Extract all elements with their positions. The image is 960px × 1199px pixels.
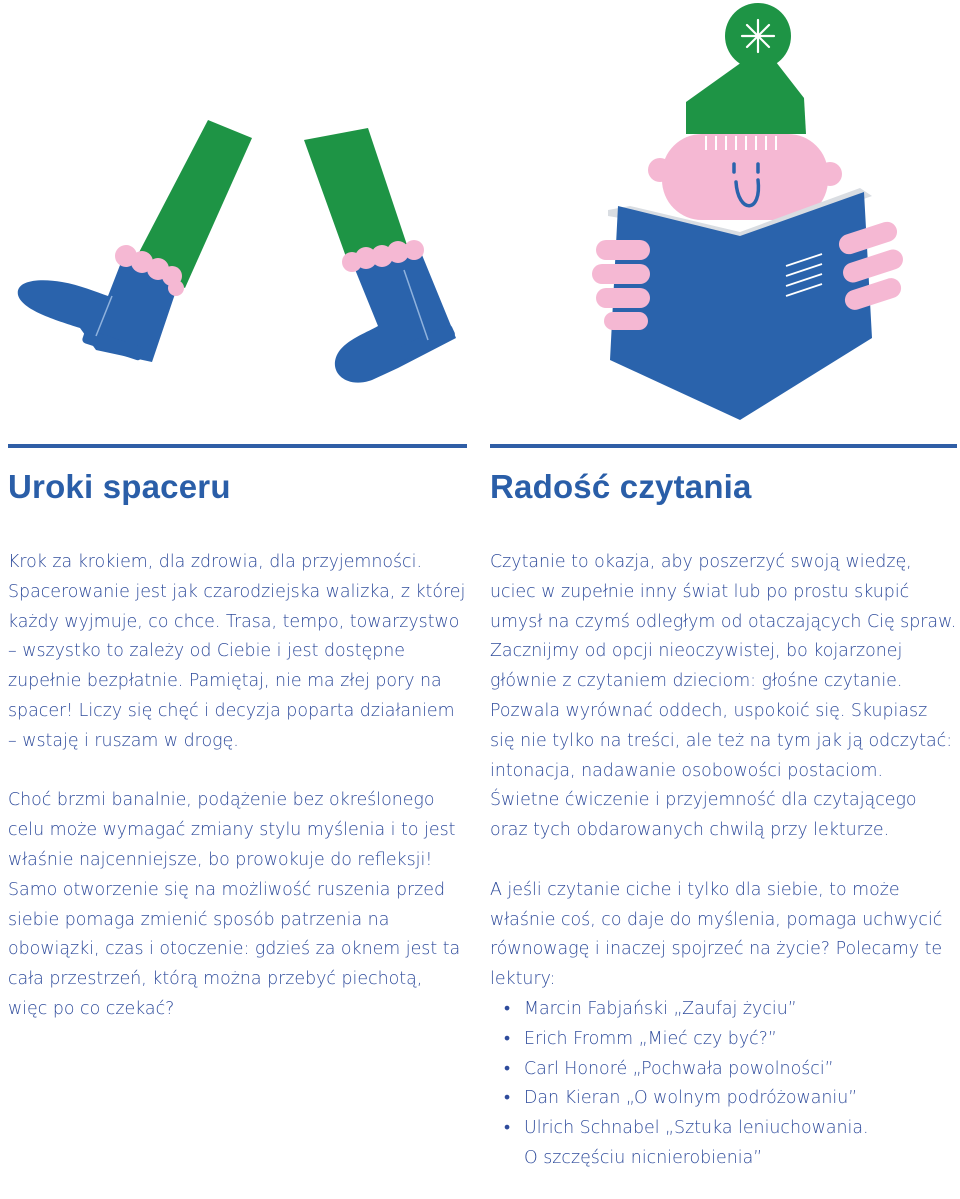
right-heading: Radość czytania bbox=[490, 468, 752, 505]
list-item: • Marcin Fabjański „Zaufaj życiu” bbox=[490, 995, 957, 1025]
left-divider bbox=[8, 444, 467, 448]
bullet-icon: • bbox=[504, 1028, 511, 1049]
hat-pompom bbox=[725, 3, 791, 69]
list-item: • Dan Kieran „O wolnym podróżowaniu” bbox=[490, 1084, 957, 1114]
bullet-icon: • bbox=[504, 1058, 511, 1079]
green-hat bbox=[686, 62, 806, 134]
left-heading: Uroki spaceru bbox=[8, 468, 231, 505]
reading-figure-illustration bbox=[590, 0, 910, 425]
list-item: • Ulrich Schnabel „Sztuka leniuchowania. O szczęściu nicnierobienia” bbox=[490, 1114, 957, 1174]
right-paragraph-2: A jeśli czytanie ciche i tylko dla siebie, to może właśnie coś, co daje do myślenia, pomaga uchwycić równowagę i inaczej spojrzeć na życie? Polecamy te lektury: bbox=[490, 879, 943, 990]
left-column bbox=[8, 548, 467, 1055]
right-column bbox=[490, 548, 957, 1174]
left-paragraph-2: Choć brzmi banalnie, podążenie bez określonego celu może wymagać zmiany stylu myślenia i to jest właśnie najcenniejsze, bo prowokuje do refleksji! Samo otworzenie się na możliwość ruszenia przed siebie pomaga zmienić sposób patrzenia na obowiązki, czas i otoczenie: gdzieś za oknem jest ta cała przestrzeń, którą można przebyć piechotą, więc po co czekać? bbox=[8, 790, 461, 1019]
bullet-icon: • bbox=[504, 1088, 511, 1109]
bullet-icon: • bbox=[504, 1118, 511, 1139]
reading-list bbox=[490, 995, 957, 1174]
list-item: • Erich Fromm „Mieć czy być?” bbox=[490, 1025, 957, 1055]
list-item: • Carl Honoré „Pochwała powolności” bbox=[490, 1055, 957, 1085]
left-paragraph-1: Krok za krokiem, dla zdrowia, dla przyjemności. Spacerowanie jest jak czarodziejska walizka, z której każdy wyjmuje, co chce. Trasa, tempo, towarzystwo – wszystko to zależy od Ciebie i jest dostępne zupełnie bezpłatnie. Pamiętaj, nie ma złej pory na spacer! Liczy się chęć i decyzja poparta działaniem – wstaję i ruszam w drogę. bbox=[8, 552, 466, 751]
bullet-icon: • bbox=[504, 998, 511, 1019]
right-divider bbox=[490, 444, 957, 448]
walking-legs-illustration bbox=[0, 100, 470, 400]
right-paragraph-1: Czytanie to okazja, aby poszerzyć swoją wiedzę, uciec w zupełnie inny świat lub po prostu skupić umysł na czymś odległym od otaczających Cię spraw. Zacznijmy od opcji nieoczywistej, bo kojarzonej głównie z czytaniem dzieciom: głośne czytanie. Pozwala wyrównać oddech, uspokoić się. Skupiasz się nie tylko na treści, ale też na tym jak ją odczytać: intonacja, nadawanie osobowości postaciom. Świetne ćwiczenie i przyjemność dla czytającego oraz tych obdarowanych chwilą przy lekturze. bbox=[490, 552, 957, 841]
